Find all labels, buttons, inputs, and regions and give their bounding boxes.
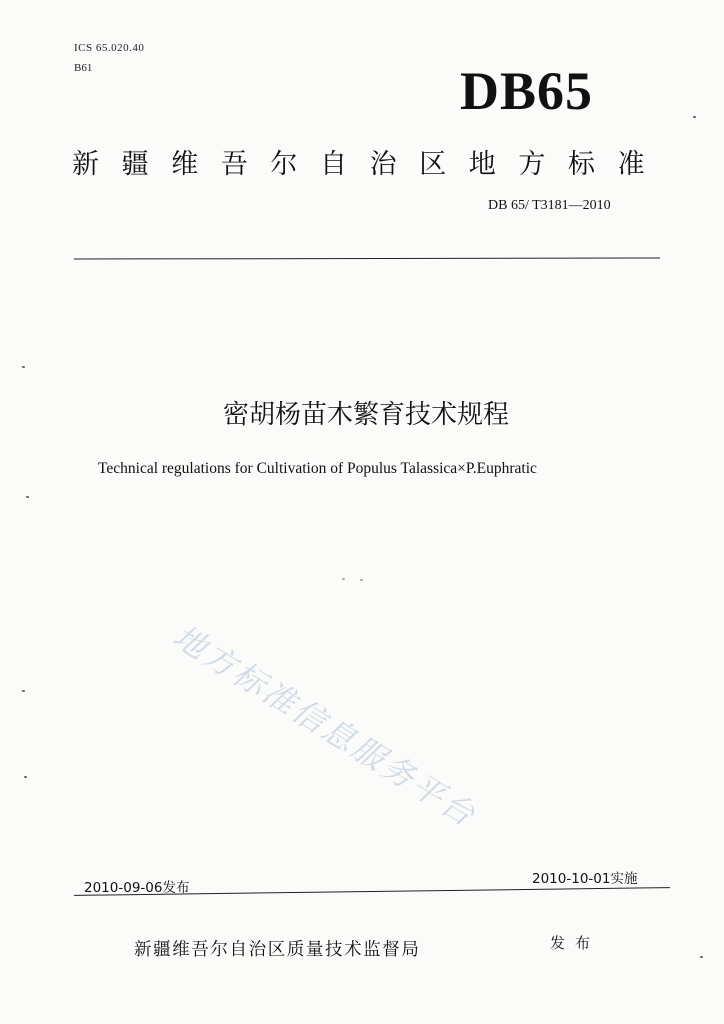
ccs-code: B61	[74, 62, 93, 74]
ics-code: ICS 65.020.40	[74, 42, 145, 54]
scan-speck	[26, 496, 29, 498]
standard-type-title: 新疆维吾尔自治区地方标准	[72, 149, 668, 180]
document-title-english: Technical regulations for Cultivation of Populus Talassica×P.Euphratic	[98, 460, 537, 477]
scan-speck	[700, 956, 703, 958]
publish-label: 发布	[550, 934, 601, 952]
issuing-authority: 新疆维吾尔自治区质量技术监督局	[134, 940, 421, 960]
scan-speck	[360, 579, 363, 581]
db-code: DB65	[460, 61, 594, 121]
scan-speck	[24, 776, 27, 778]
top-divider	[74, 257, 660, 259]
scan-speck	[693, 116, 696, 118]
scan-speck	[342, 578, 345, 580]
implementation-date: 2010-10-01实施	[532, 871, 638, 887]
scan-speck	[22, 690, 25, 692]
document-title-chinese: 密胡杨苗木繁育技术规程	[222, 400, 509, 430]
standard-number: DB 65/ T3181—2010	[488, 198, 611, 213]
watermark-text: 地方标准信息服务平台	[166, 617, 484, 835]
scan-speck	[22, 366, 25, 368]
issue-date: 2010-09-06发布	[84, 880, 190, 896]
